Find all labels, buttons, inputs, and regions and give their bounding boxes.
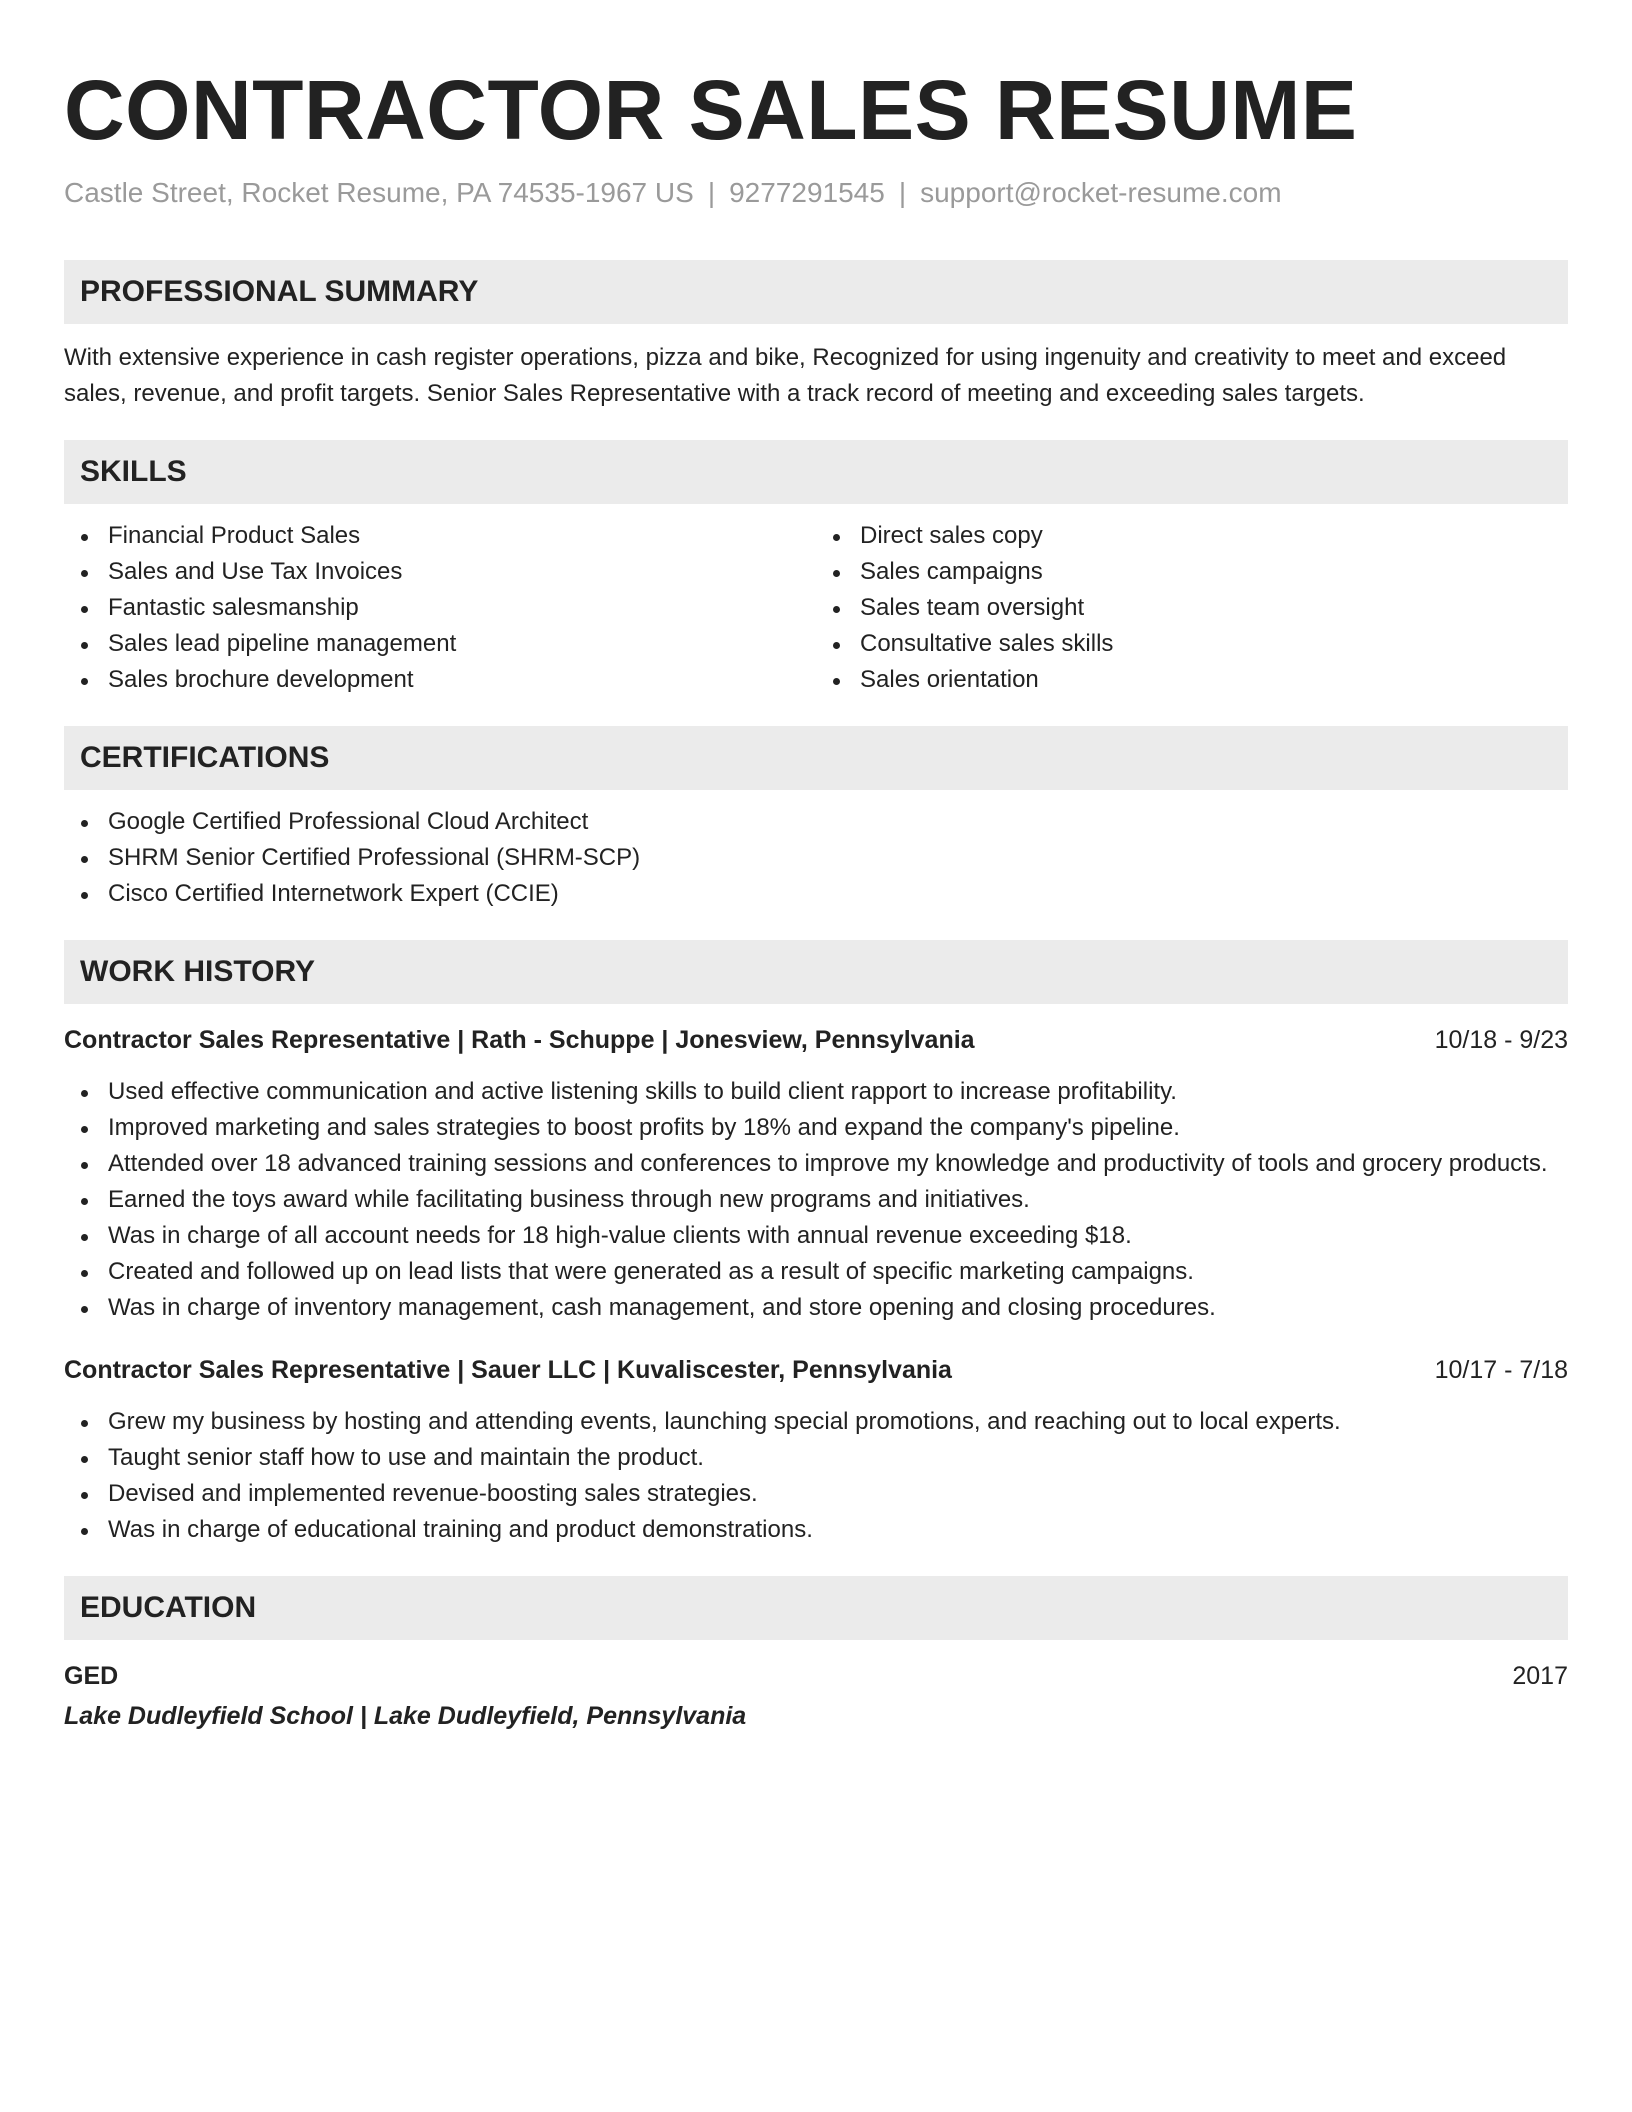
education-header [64,1658,1568,1694]
certifications-section [64,726,1568,912]
job-bullet: Was in charge of inventory management, cash management, and store opening and closing procedures. [64,1290,1568,1326]
job-bullets [64,1074,1568,1326]
education-school: Lake Dudleyfield School | Lake Dudleyfield, Pennsylvania [64,1701,747,1730]
job-bullet: Devised and implemented revenue-boosting sales strategies. [64,1476,1568,1512]
skill-item: Consultative sales skills [816,626,1568,662]
job-bullet: Earned the toys award while facilitating business through new programs and initiatives. [64,1182,1568,1218]
job-bullet: Attended over 18 advanced training sessions and conferences to improve my knowledge and productivity of tools and grocery products. [64,1146,1568,1182]
contact-email: support@rocket-resume.com [920,177,1282,208]
job-bullet: Was in charge of educational training and product demonstrations. [64,1512,1568,1548]
skill-item: Sales orientation [816,662,1568,698]
skill-item: Sales team oversight [816,590,1568,626]
skill-item: Fantastic salesmanship [64,590,816,626]
contact-phone: 9277291545 [729,177,885,208]
certifications-list [64,804,1568,912]
job-title: Contractor Sales Representative | Sauer LLC | Kuvaliscester, Pennsylvania [64,1355,952,1384]
education-heading: EDUCATION [64,1576,1568,1640]
education-year: 2017 [1512,1661,1568,1690]
skill-item: Direct sales copy [816,518,1568,554]
job-header [64,1022,1568,1058]
education-degree: GED [64,1661,119,1690]
skill-item: Sales campaigns [816,554,1568,590]
summary-section [64,260,1568,412]
certification-item: SHRM Senior Certified Professional (SHRM-SCP) [64,840,1568,876]
job-dates: 10/18 - 9/23 [1434,1025,1568,1054]
work-history-section [64,940,1568,1548]
certifications-heading: CERTIFICATIONS [64,726,1568,790]
skill-item: Sales brochure development [64,662,816,698]
job-dates: 10/17 - 7/18 [1434,1355,1568,1384]
job-bullet: Grew my business by hosting and attending events, launching special promotions, and reaching out to local experts. [64,1404,1568,1440]
education-section [64,1576,1568,1734]
job-bullet: Taught senior staff how to use and maintain the product. [64,1440,1568,1476]
resume-name: CONTRACTOR SALES RESUME [64,63,1358,157]
job-bullet: Used effective communication and active listening skills to build client rapport to increase profitability. [64,1074,1568,1110]
job-bullets [64,1404,1568,1548]
job-bullet: Was in charge of all account needs for 18 high-value clients with annual revenue exceeding $18. [64,1218,1568,1254]
skill-item: Sales and Use Tax Invoices [64,554,816,590]
skill-item: Sales lead pipeline management [64,626,816,662]
skills-grid [64,504,1568,698]
job-bullet: Created and followed up on lead lists that were generated as a result of specific marketing campaigns. [64,1254,1568,1290]
job-bullet: Improved marketing and sales strategies to boost profits by 18% and expand the company's pipeline. [64,1110,1568,1146]
skills-heading: SKILLS [64,440,1568,504]
contact-line [64,176,1568,210]
summary-text: With extensive experience in cash register operations, pizza and bike, Recognized for using ingenuity and creativity to meet and exceed sales, revenue, and profit targets. Senior Sales Representative with a track record of meeting and exceeding sales targets. [64,343,1507,407]
job-header [64,1352,1568,1388]
summary-heading: PROFESSIONAL SUMMARY [64,260,1568,324]
work-history-heading: WORK HISTORY [64,940,1568,1004]
certification-item: Google Certified Professional Cloud Architect [64,804,1568,840]
certification-item: Cisco Certified Internetwork Expert (CCIE) [64,876,1568,912]
job-title: Contractor Sales Representative | Rath - Schuppe | Jonesview, Pennsylvania [64,1025,975,1054]
skills-list-right [816,518,1568,698]
skills-list-left [64,518,816,698]
job-entry [64,1352,1568,1548]
skills-section [64,440,1568,698]
contact-separator: | [707,177,716,208]
contact-address: Castle Street, Rocket Resume, PA 74535-1967 US [64,177,694,208]
job-entry [64,1022,1568,1326]
contact-separator: | [898,177,907,208]
skill-item: Financial Product Sales [64,518,816,554]
